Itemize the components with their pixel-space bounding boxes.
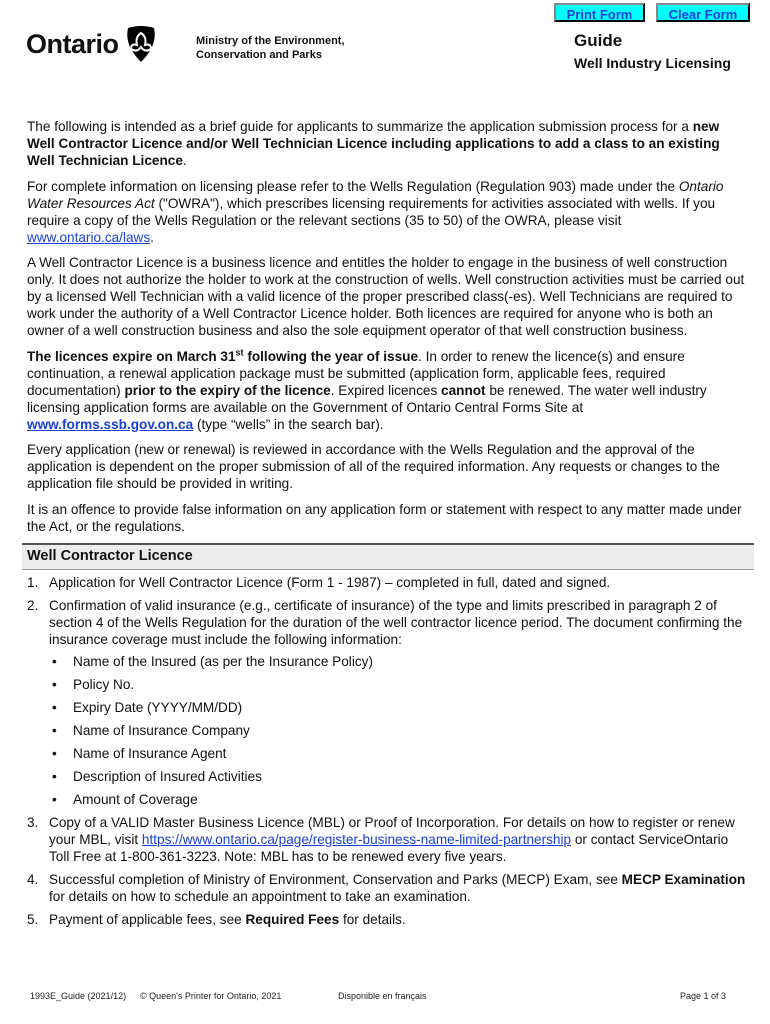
paragraph (27, 118, 749, 169)
bullet-icon: • (52, 792, 57, 807)
print-form-button[interactable]: Print Form (554, 3, 645, 22)
list-item (27, 871, 749, 905)
text-run: new Well Contractor Licence and/or Well Technician Licence including applications to add a class to an existing Well Technician Licence (27, 119, 720, 168)
link[interactable]: www.ontario.ca/laws (27, 229, 151, 245)
french-availability: Disponible en français (338, 991, 427, 1001)
text-run: ("OWRA"), which prescribes licensing requirements for activities associated with wells. If you require a copy of the Wells Regulation or the relevant sections (35 to 50) of the OWRA, please visit (27, 195, 716, 228)
list-item (27, 814, 749, 865)
text-run: st (235, 346, 244, 357)
bullet-item (49, 653, 749, 670)
logo-text: Ontario (26, 28, 119, 59)
text-run: It is an offence to provide false information on any application form or statement with respect to any matter made under the Act, or the regulations. (27, 501, 742, 534)
form-id: 1993E_Guide (2021/12) (30, 991, 127, 1001)
text-run: For complete information on licensing please refer to the Wells Regulation (Regulation 903) made under the (27, 178, 679, 194)
bullet-text: Name of Insurance Company (73, 723, 250, 738)
clear-form-button[interactable]: Clear Form (656, 3, 750, 22)
list-item (27, 574, 749, 591)
paragraph (27, 254, 749, 339)
bullet-item (49, 722, 749, 739)
paragraph (27, 501, 749, 535)
list-text (49, 575, 610, 590)
section-heading: Well Contractor Licence (22, 543, 754, 570)
text-run: . In order to renew the licence(s) and ensure continuation, a renewal application package must be submitted (application form, applicable fees, required documentation) (27, 348, 685, 398)
text-run: . (150, 229, 154, 245)
bullet-icon: • (52, 700, 57, 715)
list-number: 4. (27, 872, 39, 887)
text-run: Confirmation of valid insurance (e.g., certificate of insurance) of the type and limits prescribed in paragraph 2 of section 4 of the Wells Regulation for the duration of the well contractor licence period. The document confirming the insurance coverage must include the following information: (49, 598, 743, 647)
bullet-item (49, 768, 749, 785)
list-item (27, 911, 749, 928)
doc-type: Guide (574, 31, 623, 50)
text-run: The licences expire on March 31 (27, 348, 236, 364)
bullet-text: Policy No. (73, 677, 135, 692)
bullet-text: Name of Insurance Agent (73, 746, 227, 761)
list-number: 2. (27, 598, 39, 613)
text-run: (type “wells” in the search bar). (193, 416, 384, 432)
text-run: . Expired licences (330, 382, 442, 398)
text-run: be renewed. The water well industry licensing application forms are available on the Government of Ontario Central Forms Site at (27, 382, 707, 415)
bullet-text: Expiry Date (YYYY/MM/DD) (73, 700, 243, 715)
requirements-list (27, 574, 749, 928)
list-text (49, 872, 745, 904)
bullet-item (49, 676, 749, 693)
list-number: 5. (27, 912, 39, 927)
ministry-line-2: Conservation and Parks (196, 49, 322, 61)
bullet-text: Description of Insured Activities (73, 769, 262, 784)
text-run: Application for Well Contractor Licence (Form 1 - 1987) – completed in full, dated and signed. (49, 575, 611, 590)
text-run: A Well Contractor Licence is a business licence and entitles the holder to engage in the business of well construction only. It does not authorize the holder to work at the construction of wells. Well construction activities must be carried out by a licensed Well Technician with a valid licence of the proper prescribed class(-es). Well Technicians are required to work under the authority of a Well Contractor Licence holder. Both licences are required for anyone who is both an owner of a well construction business and also the sole equipment operator of that well construction business. (27, 255, 745, 338)
link[interactable]: www.forms.ssb.gov.on.ca (27, 416, 194, 432)
paragraph (27, 178, 749, 246)
link[interactable]: https://www.ontario.ca/page/register-business-name-limited-partnership (141, 832, 572, 847)
text-run: or contact ServiceOntario Toll Free at 1-800-361-3223. Note: MBL has to be renewed every five years. (49, 832, 729, 864)
text-run: Successful completion of Ministry of Environment, Conservation and Parks (MECP) Exam, see (49, 872, 622, 887)
trillium-icon (125, 25, 157, 63)
document-body (27, 118, 749, 934)
intro-paragraphs (27, 118, 749, 535)
copyright: © Queen's Printer for Ontario, 2021 (140, 991, 282, 1001)
insurance-info-list (49, 653, 749, 808)
bullet-item (49, 699, 749, 716)
paragraph (27, 441, 749, 492)
ministry-name (196, 34, 345, 62)
text-run: Copy of a VALID Master Business Licence (MBL) or Proof of Incorporation. For details on how to register or renew your MBL, visit (49, 815, 735, 847)
bullet-icon: • (52, 677, 57, 692)
text-run: prior to the expiry of the licence (124, 382, 331, 398)
text-run: Ontario Water Resources Act (27, 178, 724, 211)
list-number: 3. (27, 815, 39, 830)
list-text (49, 815, 735, 864)
page-number: Page 1 of 3 (680, 991, 727, 1001)
bullet-item (49, 791, 749, 808)
list-text (49, 598, 742, 647)
text-run: Every application (new or renewal) is reviewed in accordance with the Wells Regulation and the approval of the application is dependent on the proper submission of all of the required information. Any requests or changes to the application file should be provided in writing. (27, 442, 720, 491)
text-run: Required Fees (245, 912, 340, 927)
text-run: Payment of applicable fees, see (49, 912, 246, 927)
text-run: for details on how to schedule an appointment to take an examination. (49, 889, 471, 904)
bullet-icon: • (52, 654, 57, 669)
text-run: MECP Examination (621, 872, 746, 887)
paragraph (27, 348, 749, 433)
ontario-logo (26, 25, 157, 63)
text-run: . (182, 153, 187, 168)
text-run: cannot (441, 382, 486, 398)
bullet-icon: • (52, 769, 57, 784)
text-run: following the year of issue (243, 348, 419, 364)
list-number: 1. (27, 575, 39, 590)
ministry-line-1: Ministry of the Environment, (196, 35, 345, 47)
bullet-item (49, 745, 749, 762)
bullet-icon: • (52, 723, 57, 738)
list-item (27, 597, 749, 808)
doc-title: Well Industry Licensing (574, 55, 731, 71)
list-text (49, 912, 406, 927)
bullet-text: Name of the Insured (as per the Insurance Policy) (73, 654, 373, 669)
text-run: The following is intended as a brief guide for applicants to summarize the application submission process for a (27, 119, 693, 134)
bullet-text: Amount of Coverage (73, 792, 198, 807)
text-run: for details. (339, 912, 406, 927)
bullet-icon: • (52, 746, 57, 761)
